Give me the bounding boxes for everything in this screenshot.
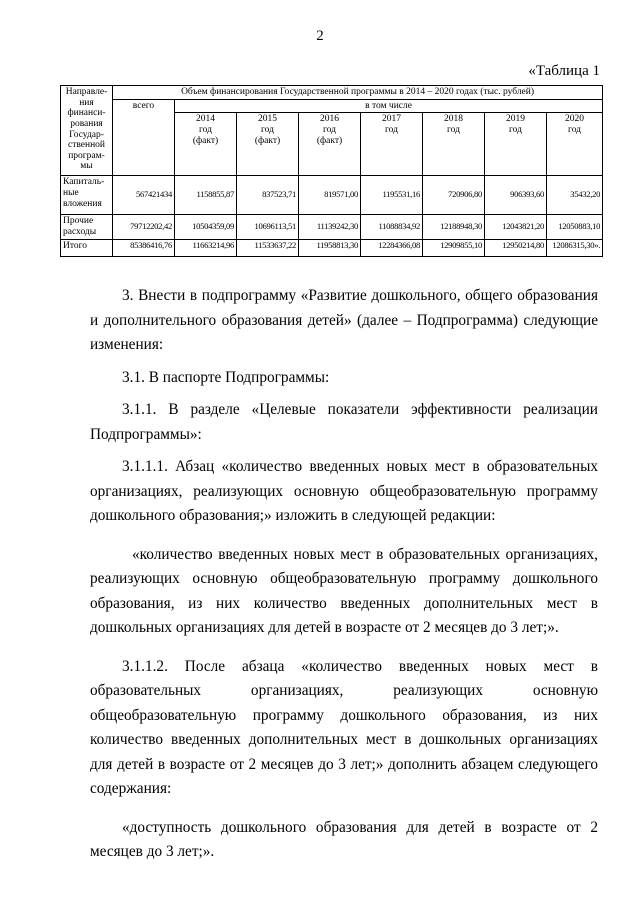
year-header: 2018 год [423,113,485,176]
paragraph: «доступность дошкольного образования для детей в возрасте от 2 месяцев до 3 лет;». [90,818,598,860]
year-header: 2015 год (факт) [237,113,299,176]
row-label: Прочие расходы [61,215,113,240]
cell-value: 1158855,87 [175,176,237,215]
total-header: всего [113,99,175,176]
cell-value: 11663214,96 [175,240,237,257]
year-header: 2016 год (факт) [299,113,361,176]
cell-value: 12909855,10 [423,240,485,257]
cell-value: 12950214,80 [485,240,547,257]
paragraph: 3.1.1. В разделе «Целевые показатели эффективности реализации Подпрограммы»: [90,401,598,443]
cell-value: 10504359,09 [175,215,237,240]
table-row [61,176,603,215]
funding-table [60,85,603,257]
row-label: Итого [61,240,113,257]
cell-value: 906393,60 [485,176,547,215]
cell-value: 819571,00 [299,176,361,215]
cell-value: 12086315,30». [547,240,603,257]
cell-value: 12284366,08 [361,240,423,257]
including-header: в том числе [175,99,603,113]
year-header: 2019 год [485,113,547,176]
cell-value: 35432,20 [547,176,603,215]
cell-total: 567421434 [113,176,175,215]
direction-header: Направле-ния финанси-рования Государ-ственной програм-мы [61,86,113,176]
cell-total: 79712202,42 [113,215,175,240]
cell-value: 11958813,30 [299,240,361,257]
table-header-row [61,86,603,100]
cell-value: 12050883,10 [547,215,603,240]
paragraph: 3.1. В паспорте Подпрограммы: [122,368,330,386]
cell-value: 837523,71 [237,176,299,215]
volume-header: Объем финансирования Государственной программы в 2014 – 2020 годах (тыс. рублей) [113,86,603,100]
cell-value: 720906,80 [423,176,485,215]
cell-value: 12043821,20 [485,215,547,240]
paragraph: «количество введенных новых мест в образовательных организациях, реализующих основную общеобразовательную программу дошкольного образования, из них количество введенных дополнительных мест в дошкольных организациях для детей в возрасте от 2 месяцев до 3 лет;». [90,545,598,636]
row-label: Капиталь-ные вложения [61,176,113,215]
cell-value: 11533637,22 [237,240,299,257]
year-header: 2020 год [547,113,603,176]
paragraph: 3. Внести в подпрограмму «Развитие дошкольного, общего образования и дополнительного образования детей» (далее – Подпрограмма) следующие изменения: [90,287,598,353]
year-header: 2017 год [361,113,423,176]
cell-value: 11088834,92 [361,215,423,240]
paragraph: 3.1.1.1. Абзац «количество введенных новых мест в образовательных организациях, реализующих основную общеобразовательную программу дошкольного образования;» изложить в следующей редакции: [90,458,598,524]
cell-value: 1195531,16 [361,176,423,215]
cell-value: 12188948,30 [423,215,485,240]
cell-total: 85386416,76 [113,240,175,257]
table-caption: «Таблица 1 [528,63,600,79]
table-row [61,240,603,257]
cell-value: 11139242,30 [299,215,361,240]
table-subheader-row [61,99,603,113]
year-header: 2014 год (факт) [175,113,237,176]
document-body [90,284,598,865]
paragraph: 3.1.1.2. После абзаца «количество введенных новых мест в образовательных организациях, реализующих основную общеобразовательную программу дошкольного образования, из них количество введенных дополнительных мест в дошкольных организациях для детей в возрасте от 2 месяцев до 3 лет;» дополнить абзацем следующего содержания: [90,657,598,797]
cell-value: 10696113,51 [237,215,299,240]
page-number: 2 [316,28,324,44]
table-row [61,215,603,240]
